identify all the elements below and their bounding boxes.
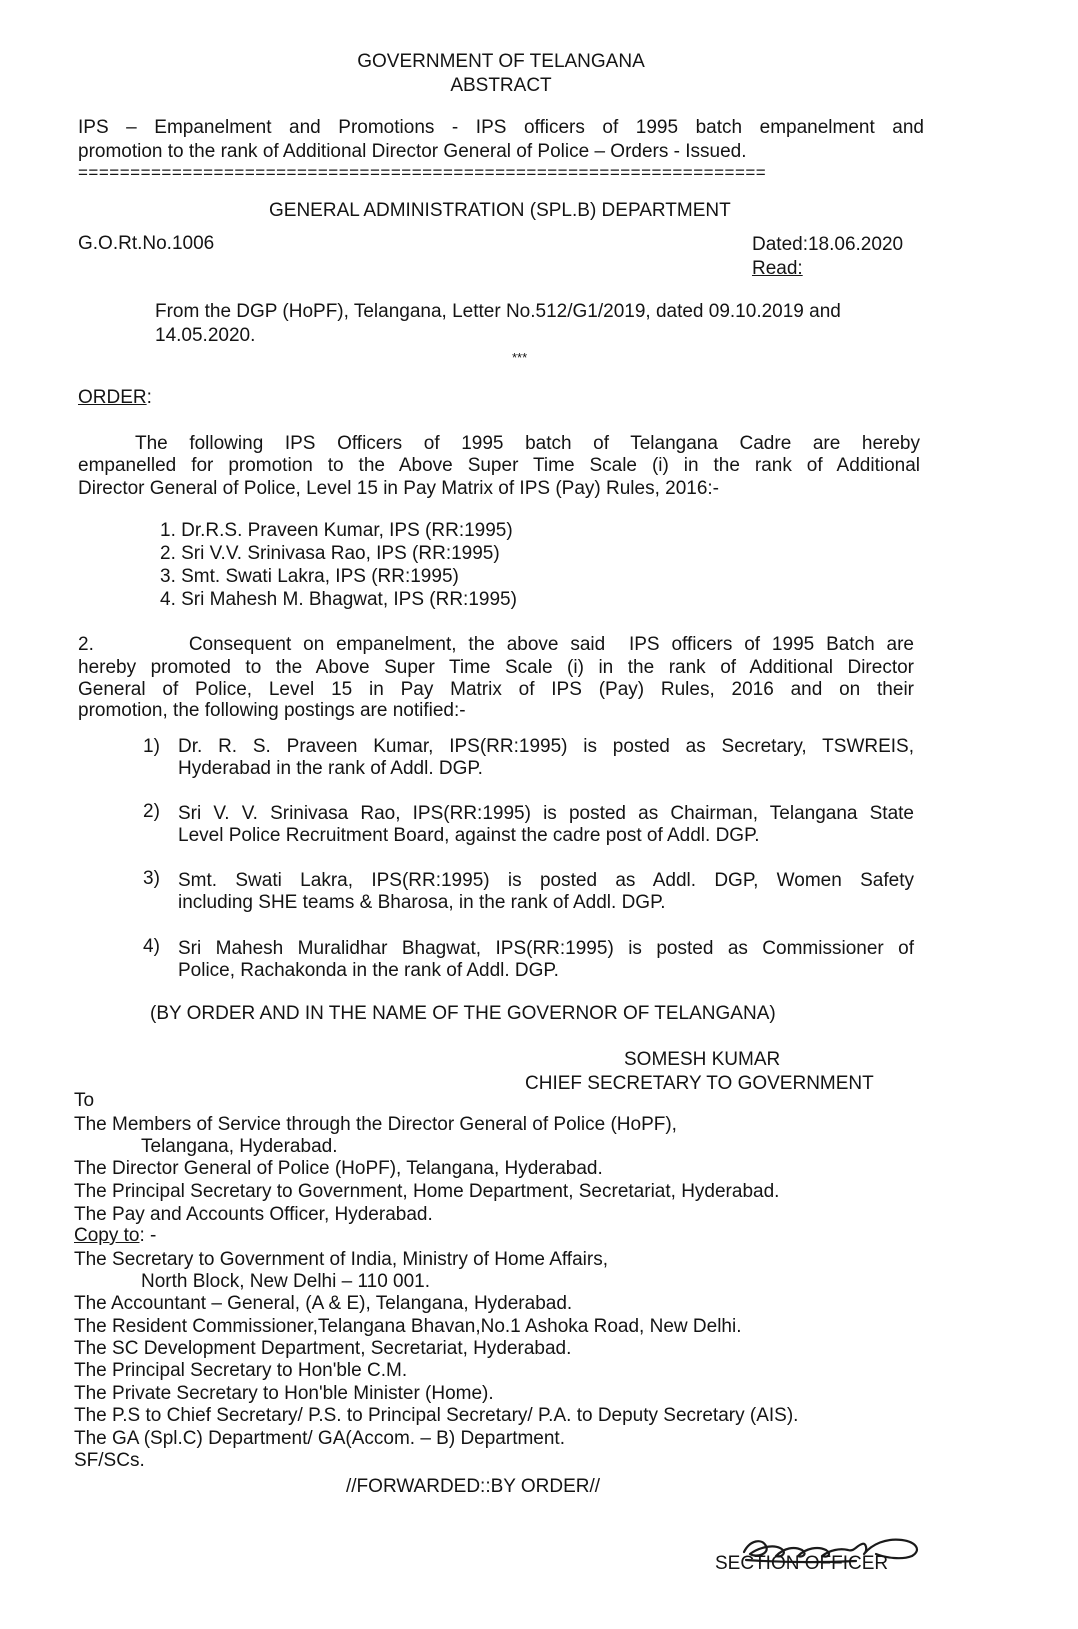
read-label: Read: [752,258,803,279]
posting-2-line-2: Level Police Recruitment Board, against the cadre post of Addl. DGP. [178,825,760,846]
dated: Dated:18.06.2020 [752,234,904,255]
posting-3-line-2: including SHE teams & Bharosa, in the rank of Addl. DGP. [178,892,666,913]
para2-line-3: General of Police, Level 15 in Pay Matrix of IPS (Pay) Rules, 2016 and on their [78,679,914,700]
para2-line-2: hereby promoted to the Above Super Time Scale (i) in the rank of Additional Director [78,657,914,678]
posting-num-4: 4) [143,936,160,957]
posting-1-line-1: Dr. R. S. Praveen Kumar, IPS(RR:1995) is posted as Secretary, TSWREIS, [178,736,914,757]
officer-item-4: 4. Sri Mahesh M. Bhagwat, IPS (RR:1995) [160,589,517,610]
posting-num-3: 3) [143,868,160,889]
forwarded-by-order: //FORWARDED::BY ORDER// [346,1476,601,1497]
to-line-1: The Members of Service through the Director General of Police (HoPF), [74,1114,677,1135]
copy-to-label [74,1225,156,1247]
posting-2-line-1: Sri V. V. Srinivasa Rao, IPS(RR:1995) is posted as Chairman, Telangana State [178,803,914,824]
copy-line-9: The GA (Spl.C) Department/ GA(Accom. – B) Department. [74,1428,565,1449]
government-heading: GOVERNMENT OF TELANGANA [357,51,645,72]
go-number: G.O.Rt.No.1006 [78,233,215,254]
officer-item-2: 2. Sri V.V. Srinivasa Rao, IPS (RR:1995) [160,543,500,564]
signatory-name: SOMESH KUMAR [624,1049,781,1070]
to-label: To [74,1090,95,1111]
copy-line-7: The Private Secretary to Hon'ble Minister (Home). [74,1383,494,1404]
reference-line-2: 14.05.2020. [155,325,256,346]
copy-line-3: The Accountant – General, (A & E), Telangana, Hyderabad. [74,1293,573,1314]
posting-num-1: 1) [143,736,160,757]
subject-line-1: IPS – Empanelment and Promotions - IPS officers of 1995 batch empanelment and [78,117,924,138]
section-officer-label: SECTION OFFICER [715,1553,889,1574]
para2-line-1: 2. Consequent on empanelment, the above said IPS officers of 1995 Batch are [78,634,914,655]
to-line-3: The Director General of Police (HoPF), Telangana, Hyderabad. [74,1158,603,1179]
to-line-5: The Pay and Accounts Officer, Hyderabad. [74,1204,433,1225]
para2-line-4: promotion, the following postings are notified:- [78,700,466,721]
officer-item-3: 3. Smt. Swati Lakra, IPS (RR:1995) [160,566,459,587]
copy-to-text: Copy to [74,1225,140,1246]
separator-line: ================================================================== [78,163,767,182]
copy-line-5: The SC Development Department, Secretariat, Hyderabad. [74,1338,572,1359]
signatory-title: CHIEF SECRETARY TO GOVERNMENT [525,1073,874,1094]
posting-4-line-1: Sri Mahesh Muralidhar Bhagwat, IPS(RR:1995) is posted as Commissioner of [178,938,914,959]
abstract-heading: ABSTRACT [450,75,552,96]
para1-line-1: The following IPS Officers of 1995 batch of Telangana Cadre are hereby [135,433,920,454]
posting-4-line-2: Police, Rachakonda in the rank of Addl. DGP. [178,960,559,981]
copy-line-2: North Block, New Delhi – 110 001. [141,1271,431,1292]
order-heading [78,387,152,409]
copy-line-8: The P.S to Chief Secretary/ P.S. to Principal Secretary/ P.A. to Deputy Secretary (AIS). [74,1405,799,1426]
order-heading-text: ORDER [78,387,147,408]
officer-item-1: 1. Dr.R.S. Praveen Kumar, IPS (RR:1995) [160,520,513,541]
para1-line-2: empanelled for promotion to the Above Super Time Scale (i) in the rank of Additional [78,455,920,476]
copy-line-4: The Resident Commissioner,Telangana Bhavan,No.1 Ashoka Road, New Delhi. [74,1316,742,1337]
posting-num-2: 2) [143,801,160,822]
copy-line-6: The Principal Secretary to Hon'ble C.M. [74,1360,408,1381]
by-order-line: (BY ORDER AND IN THE NAME OF THE GOVERNOR OF TELANGANA) [150,1003,776,1024]
copy-line-10: SF/SCs. [74,1450,145,1471]
posting-1-line-2: Hyderabad in the rank of Addl. DGP. [178,758,483,779]
posting-3-line-1: Smt. Swati Lakra, IPS(RR:1995) is posted as Addl. DGP, Women Safety [178,870,914,891]
to-line-2: Telangana, Hyderabad. [141,1136,338,1157]
para1-line-3: Director General of Police, Level 15 in Pay Matrix of IPS (Pay) Rules, 2016:- [78,478,719,499]
to-line-4: The Principal Secretary to Government, Home Department, Secretariat, Hyderabad. [74,1181,780,1202]
copy-to-suffix: : - [139,1225,157,1246]
copy-line-1: The Secretary to Government of India, Ministry of Home Affairs, [74,1249,608,1270]
subject-line-2: promotion to the rank of Additional Director General of Police – Orders - Issued. [78,141,747,162]
order-heading-colon: : [146,387,152,408]
reference-line-1: From the DGP (HoPF), Telangana, Letter No.512/G1/2019, dated 09.10.2019 and [155,301,841,322]
department-heading: GENERAL ADMINISTRATION (SPL.B) DEPARTMENT [269,200,731,221]
stars-separator: *** [512,350,528,365]
